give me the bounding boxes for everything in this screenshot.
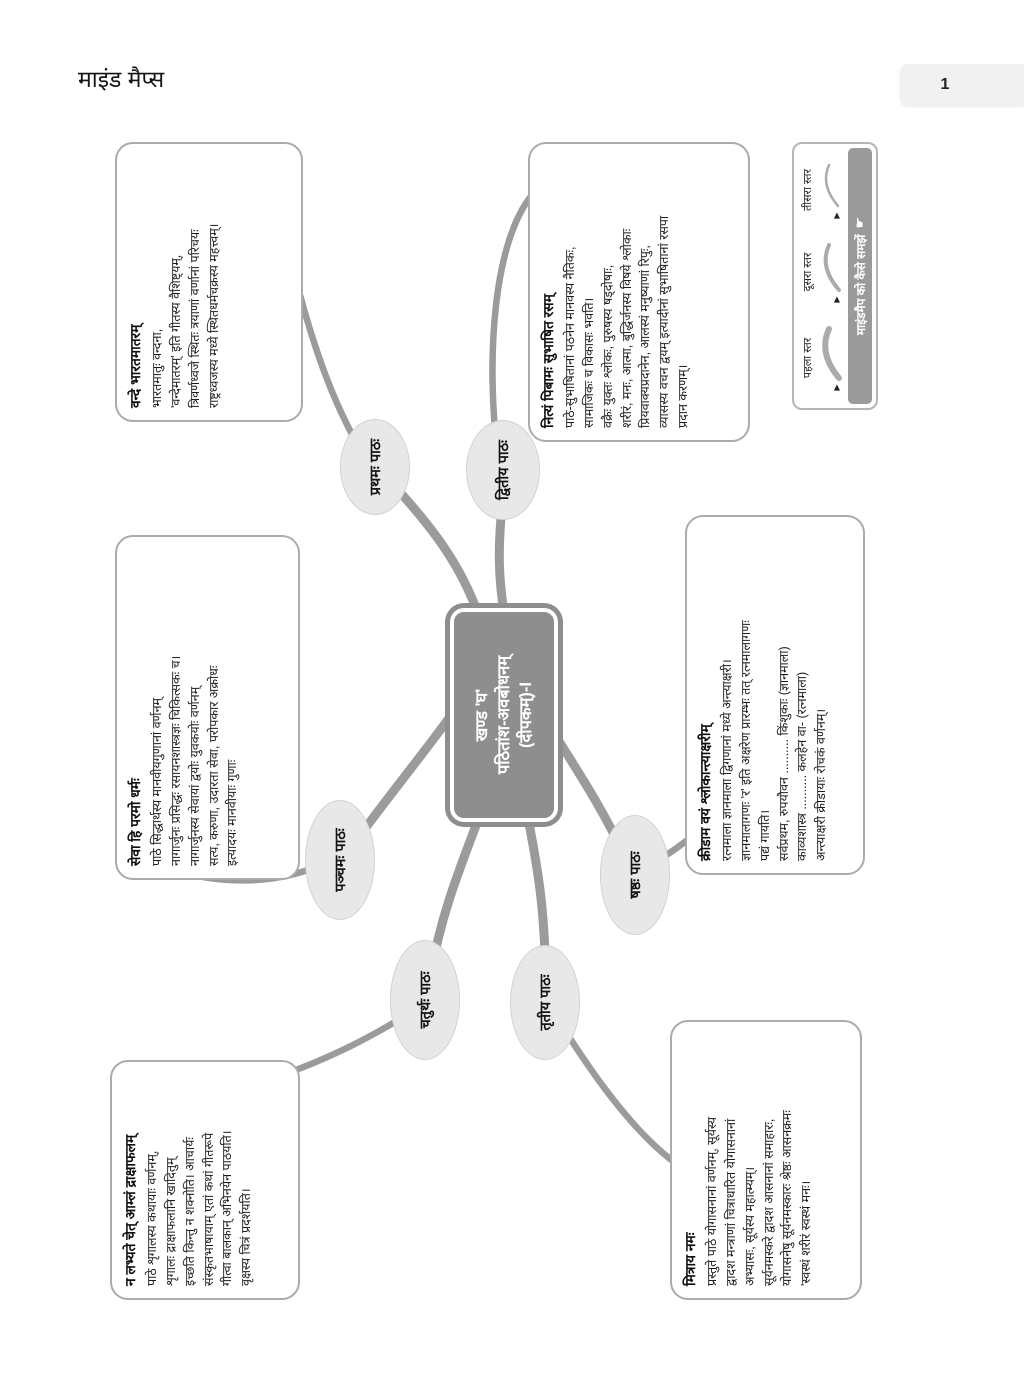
legend-title: माइंडमैप को कैसे समझें (853, 234, 868, 336)
text-line: सूर्यनमस्करे द्वादश आसनानां समाहारः, (761, 1118, 776, 1286)
page-number-tab (900, 64, 1024, 106)
summary-box-title: नित्यं पिबामः सुभाषित रसम् (541, 294, 556, 428)
central-topic-line: पठितांश-अवबोधनम् (494, 655, 513, 775)
text-line: भारतमातुः वन्दना, (150, 328, 165, 408)
text-line: संस्कृतभाषायाम् एतां कथां गीतरूपे (201, 1132, 216, 1286)
text-line: इत्यादयः मानवीयाः गुणाः (225, 759, 240, 866)
legend-level-label: तीसरा स्तर (802, 169, 814, 212)
central-topic-node (450, 608, 558, 822)
page-number: 1 (940, 76, 950, 93)
triangle-marker-icon: ▶ (832, 296, 841, 303)
text-line: प्रियवाक्यप्रदानेन, आलस्यं मनुष्याणां रिपुः, (638, 245, 653, 428)
summary-box-title: सेवा हि परमो धर्मः (128, 778, 143, 866)
summary-box-tritiya (670, 1020, 862, 1300)
central-topic-line: खण्ड 'घ' (472, 688, 491, 742)
legend-title-banner (848, 148, 872, 404)
summary-box-lines (148, 549, 242, 866)
text-line: अभ्यासः, सूर्यस्य महात्म्यम्। (742, 1166, 757, 1286)
level3-curve-sample (815, 161, 843, 211)
text-line: सामाजिकः च विकासः भवति। (582, 297, 597, 428)
summary-box-lines (148, 156, 223, 408)
text-line: ज्ञानमालागणः 'र' इति अक्षरेण प्रारम्भः तत् रत्नमालागणः (739, 620, 754, 861)
text-line: 'स्वस्थं शरीरं स्वस्थं मनः। (799, 1180, 814, 1286)
legend-level-2 (800, 241, 843, 302)
summary-box-panchama (115, 535, 300, 880)
text-line: प्रस्तुते पाठे योगासनानां वर्णनम्, सूर्यस्य (705, 1117, 720, 1286)
summary-box-shashtha (685, 515, 865, 875)
text-line: शृगालः द्राक्षाफलानि खादितुम् (164, 1157, 179, 1286)
chapter-ellipse-prathama: प्रथमः पाठः (340, 419, 410, 515)
text-line: गीत्वा बालकान् अभिनयेन पाठयति। (220, 1130, 235, 1286)
summary-box-prathama (115, 142, 303, 422)
text-line: पाठे-सुभाषितानां पठनेन मानवस्य नैतिकः, (563, 246, 578, 428)
text-line: नागार्जुनस्य सेवायां द्वयोः युवकयोः वर्णनम् (187, 686, 202, 866)
summary-box-title: मित्राय नमः (683, 1232, 698, 1286)
text-line: अन्त्याक्षरी क्रीडायाः रोचकं वर्णनम्। (814, 708, 829, 861)
summary-box-chaturtha (110, 1060, 300, 1300)
summary-box-lines (703, 1034, 816, 1286)
mindmap-rotated-canvas (100, 140, 880, 1310)
summary-box-title: वन्दे भारतमातरम् (128, 324, 143, 408)
chapter-ellipse-dvitiya: द्वितीय पाठः (466, 420, 540, 520)
text-line: पाठे शृगालस्य कथायाः वर्णनम्, (145, 1150, 160, 1286)
summary-box-lines (561, 156, 692, 428)
pointing-hand-icon: ☛ (852, 216, 867, 229)
level2-curve-sample (815, 241, 843, 295)
text-line: प्रदान करणम्। (675, 364, 690, 428)
chapter-ellipse-panchama: पञ्चमः पाठः (305, 800, 375, 920)
text-line: शरीरं, मनः, आत्मा, बुद्धिर्जनस्य विषये श्लोकाः (619, 228, 634, 428)
legend-levels (794, 144, 846, 408)
text-line: सत्य, करुणा, उदारता सेवा, परोपकार अक्रोधः (206, 665, 221, 866)
page-title: माइंड मैप्स (78, 66, 165, 92)
text-line: सर्वप्रथम, रुपयौवन .......... किंशुकाः (ज्ञानमाला) (776, 646, 791, 861)
legend-level-label: पहला स्तर (802, 337, 814, 379)
legend-box (792, 142, 878, 410)
triangle-marker-icon: ▶ (832, 212, 841, 219)
summary-box-lines (718, 529, 831, 861)
branch-curve-center-dvitiya (499, 505, 505, 620)
summary-box-lines (143, 1074, 256, 1286)
summary-box-title: क्रीडाम वयं श्लोकान्त्याक्षरीम् (698, 724, 713, 861)
legend-level-label: दूसरा स्तर (802, 252, 814, 292)
text-line: काव्यशास्त्र .......... कलहेन वा- (रत्नमाला) (795, 671, 810, 861)
text-line: त्रिवर्णध्वजे स्थितः त्रयाणां वर्णानां परिचयः (187, 229, 202, 408)
level1-curve-sample (815, 325, 843, 383)
text-line: 'वन्देमातरम्' इति गीतस्य वैशिष्ट्यम्, (169, 254, 184, 408)
text-line: द्वादश मन्त्राणां चित्राधारित योगासनानां (724, 1118, 739, 1286)
legend-level-1 (800, 325, 843, 390)
central-topic-line: (दीपकम्)-I (517, 682, 536, 749)
text-line: रत्नमाला ज्ञानमाला द्विगणानां मध्ये अन्त्याक्षरी। (720, 659, 735, 861)
text-line: पाठे सिद्धार्थस्य मानवीयगुणानां वर्णनम् (150, 697, 165, 866)
text-line: व्यासस्य वचन द्वयम् इत्यादीनां सुभाषितानां रसपा (657, 215, 672, 428)
chapter-ellipse-chaturtha: चतुर्थः पाठः (390, 940, 460, 1060)
text-line: वक्रैः युक्तः श्लोकः, पुरुषस्य षड्दोषाः, (600, 264, 615, 428)
triangle-marker-icon: ▶ (832, 384, 841, 391)
summary-box-title: न लभ्यते चेत् आम्लं द्राक्षाफलम् (123, 1134, 138, 1286)
text-line: पद्यं गायति। (757, 809, 772, 861)
text-line: योगासनेषु सूर्यनमस्कारः श्रेष्ठः आसनक्रमः (780, 1110, 795, 1286)
text-line: नागार्जुनः प्रसिद्धः रसायनशास्त्रज्ञः चिकित्सकः च। (169, 655, 184, 866)
text-line: वृक्षस्य चित्रं प्रदर्शयति। (239, 1188, 254, 1286)
text-line: राष्ट्रध्वजस्य मध्ये स्थितधर्मचक्रस्य महत्त्वम्। (206, 223, 221, 408)
summary-box-dvitiya (528, 142, 750, 442)
chapter-ellipse-tritiya: तृतीय पाठः (510, 945, 580, 1060)
chapter-ellipse-shashtha: षष्ठः पाठः (600, 815, 670, 935)
text-line: इच्छति किन्तु न शक्नोति। आचार्यः (182, 1137, 197, 1286)
legend-level-3 (800, 161, 843, 218)
